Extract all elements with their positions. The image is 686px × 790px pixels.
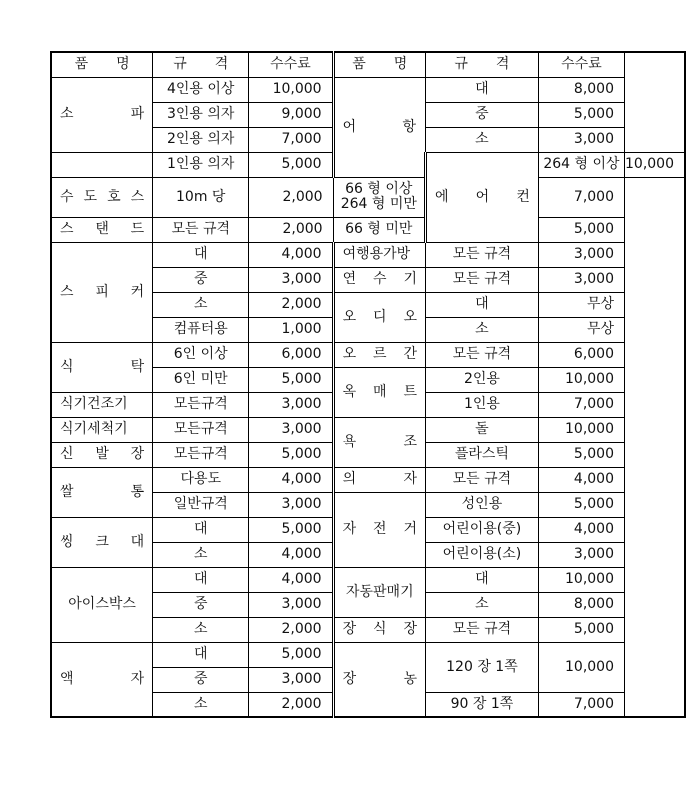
fee-cell: 5,000 <box>538 442 624 467</box>
item-name: 옥 매 트 <box>333 367 425 417</box>
spec-cell: 소 <box>426 592 539 617</box>
spec-cell: 2인용 의자 <box>153 127 249 152</box>
fee-cell: 10,000 <box>538 367 624 392</box>
fee-cell: 3,000 <box>249 417 333 442</box>
header-spec-right: 규 격 <box>426 52 539 77</box>
item-name: 자 전 거 <box>333 492 425 567</box>
spec-cell: 다용도 <box>153 467 249 492</box>
spec-cell: 중 <box>153 267 249 292</box>
spec-cell: 소 <box>153 542 249 567</box>
fee-cell: 10,000 <box>538 417 624 442</box>
item-name: 액 자 <box>51 642 153 717</box>
fee-cell: 10,000 <box>625 152 686 177</box>
header-fee: 수수료 <box>249 52 333 77</box>
fee-cell: 5,000 <box>249 152 333 177</box>
table-row <box>51 77 685 102</box>
fee-cell: 3,000 <box>249 667 333 692</box>
fee-cell: 2,000 <box>249 217 333 242</box>
item-name: 오 르 간 <box>333 342 425 367</box>
fee-cell: 7,000 <box>249 127 333 152</box>
table-row <box>51 567 685 592</box>
spec-cell: 어린이용(중) <box>426 517 539 542</box>
fee-cell: 8,000 <box>538 592 624 617</box>
spec-cell: 대 <box>153 567 249 592</box>
table-row <box>51 242 685 267</box>
spec-cell: 대 <box>426 292 539 317</box>
item-name: 의 자 <box>333 467 425 492</box>
fee-cell: 5,000 <box>538 492 624 517</box>
spec-cell: 모든 규격 <box>426 467 539 492</box>
fee-cell: 5,000 <box>249 442 333 467</box>
spec-cell: 모든 규격 <box>153 217 249 242</box>
item-name: 식기세척기 <box>51 417 153 442</box>
fee-cell: 4,000 <box>249 467 333 492</box>
item-name: 에 어 컨 <box>426 152 539 242</box>
fee-cell: 6,000 <box>249 342 333 367</box>
spec-cell: 소 <box>153 692 249 717</box>
item-name: 쌀 통 <box>51 467 153 517</box>
spec-cell: 소 <box>153 617 249 642</box>
item-name-continued <box>51 152 153 177</box>
spec-cell: 264 형 이상 <box>538 152 624 177</box>
spec-cell: 어린이용(소) <box>426 542 539 567</box>
spec-cell: 중 <box>153 592 249 617</box>
fee-cell: 6,000 <box>538 342 624 367</box>
table-row <box>51 177 685 217</box>
fee-cell: 7,000 <box>538 177 624 217</box>
spec-cell: 소 <box>426 317 539 342</box>
spec-cell: 6인 이상 <box>153 342 249 367</box>
fee-cell: 3,000 <box>538 542 624 567</box>
spec-cell: 모든 규격 <box>426 267 539 292</box>
item-name: 여행용가방 <box>333 242 425 267</box>
spec-cell: 중 <box>426 102 539 127</box>
spec-cell: 돌 <box>426 417 539 442</box>
fee-cell: 4,000 <box>538 517 624 542</box>
spec-cell: 일반규격 <box>153 492 249 517</box>
fee-cell: 9,000 <box>249 102 333 127</box>
header-item-right: 품 명 <box>333 52 425 77</box>
fee-cell: 3,000 <box>249 392 333 417</box>
item-name: 자동판매기 <box>333 567 425 617</box>
spec-cell: 모든 규격 <box>426 617 539 642</box>
item-name: 스 피 커 <box>51 242 153 342</box>
spec-cell: 소 <box>426 127 539 152</box>
fee-cell: 10,000 <box>249 77 333 102</box>
spec-cell: 모든 규격 <box>426 242 539 267</box>
fee-cell: 4,000 <box>249 242 333 267</box>
fee-cell: 5,000 <box>538 102 624 127</box>
table-row <box>51 342 685 367</box>
fee-cell: 3,000 <box>538 242 624 267</box>
fee-cell: 1,000 <box>249 317 333 342</box>
table-row <box>51 642 685 667</box>
spec-cell: 대 <box>153 242 249 267</box>
item-name: 식기건조기 <box>51 392 153 417</box>
fee-cell: 10,000 <box>538 642 624 692</box>
item-name: 소 파 <box>51 77 153 152</box>
spec-cell: 90 장 1쪽 <box>426 692 539 717</box>
item-name: 장 식 장 <box>333 617 425 642</box>
spec-line-1: 66 형 이상 <box>345 181 413 198</box>
spec-line-2: 264 형 미만 <box>340 196 417 212</box>
fee-cell: 5,000 <box>249 642 333 667</box>
fee-cell: 5,000 <box>249 517 333 542</box>
spec-cell: 1인용 의자 <box>153 152 249 177</box>
spec-cell: 66 형 미만 <box>333 217 425 242</box>
spec-cell: 3인용 의자 <box>153 102 249 127</box>
spec-cell: 모든 규격 <box>426 342 539 367</box>
spec-cell: 성인용 <box>426 492 539 517</box>
spec-cell: 6인 미만 <box>153 367 249 392</box>
spec-cell: 중 <box>153 667 249 692</box>
fee-cell: 3,000 <box>249 592 333 617</box>
fee-cell: 2,000 <box>249 692 333 717</box>
fee-cell: 3,000 <box>249 492 333 517</box>
fee-cell: 3,000 <box>538 267 624 292</box>
header-spec: 규 격 <box>153 52 249 77</box>
header-item: 품 명 <box>51 52 153 77</box>
spec-cell: 플라스틱 <box>426 442 539 467</box>
fee-cell: 10,000 <box>538 567 624 592</box>
fee-cell: 2,000 <box>249 617 333 642</box>
table-row <box>51 467 685 492</box>
spec-cell: 대 <box>426 567 539 592</box>
spec-cell: 대 <box>426 77 539 102</box>
header-row <box>51 52 685 77</box>
spec-cell: 컴퓨터용 <box>153 317 249 342</box>
fee-cell: 5,000 <box>249 367 333 392</box>
fee-cell: 5,000 <box>538 217 624 242</box>
fee-cell: 4,000 <box>249 542 333 567</box>
item-name: 아이스박스 <box>51 567 153 642</box>
spec-cell: 모든규격 <box>153 442 249 467</box>
spec-cell: 2인용 <box>426 367 539 392</box>
table-row <box>51 417 685 442</box>
fee-cell: 무상 <box>538 317 624 342</box>
spec-cell: 대 <box>153 642 249 667</box>
item-name: 장 농 <box>333 642 425 717</box>
item-name: 씽 크 대 <box>51 517 153 567</box>
spec-cell: 10m 당 <box>153 177 249 217</box>
spec-cell: 1인용 <box>426 392 539 417</box>
fee-cell: 2,000 <box>249 177 333 217</box>
fee-cell: 2,000 <box>249 292 333 317</box>
fee-cell: 4,000 <box>538 467 624 492</box>
item-name: 신 발 장 <box>51 442 153 467</box>
item-name: 수 도 호 스 <box>51 177 153 217</box>
table-row <box>51 217 685 242</box>
header-fee-right: 수수료 <box>538 52 624 77</box>
spec-cell: 모든규격 <box>153 417 249 442</box>
fee-cell: 4,000 <box>249 567 333 592</box>
fee-cell: 7,000 <box>538 692 624 717</box>
spec-cell: 소 <box>153 292 249 317</box>
fee-cell: 3,000 <box>249 267 333 292</box>
fee-cell: 무상 <box>538 292 624 317</box>
spec-cell <box>333 177 425 217</box>
fee-cell: 8,000 <box>538 77 624 102</box>
item-name: 식 탁 <box>51 342 153 392</box>
spec-cell: 120 장 1쪽 <box>426 642 539 692</box>
spec-cell: 4인용 이상 <box>153 77 249 102</box>
fee-cell: 5,000 <box>538 617 624 642</box>
item-name: 연 수 기 <box>333 267 425 292</box>
spec-cell: 대 <box>153 517 249 542</box>
fee-cell: 7,000 <box>538 392 624 417</box>
item-name: 욕 조 <box>333 417 425 467</box>
item-name: 어 항 <box>333 77 425 177</box>
spec-cell: 모든규격 <box>153 392 249 417</box>
fee-cell: 3,000 <box>538 127 624 152</box>
item-name: 오 디 오 <box>333 292 425 342</box>
fee-table <box>50 51 686 718</box>
item-name: 스 탠 드 <box>51 217 153 242</box>
